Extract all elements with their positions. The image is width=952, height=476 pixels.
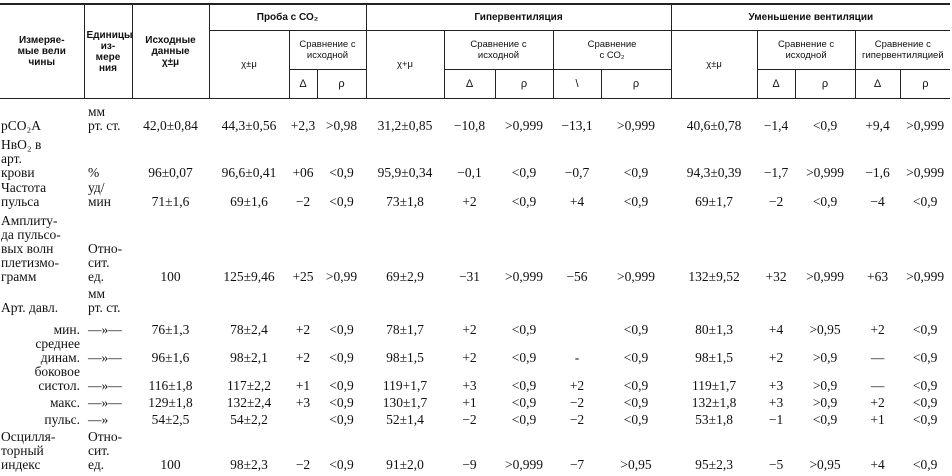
- row-unit: уд/ мин: [88, 180, 111, 209]
- table-cell: <0,9: [812, 412, 838, 427]
- table-cell: 132±1,8: [691, 395, 737, 410]
- row-unit: мм рт. ст.: [88, 286, 121, 315]
- table-cell: 54±2,5: [151, 412, 190, 427]
- table-cell: 98±1,5: [695, 350, 733, 365]
- table-cell: 119±1,7: [692, 378, 737, 393]
- table-cell: 132±9,52: [688, 269, 740, 284]
- table-cell: 116±1,8: [148, 378, 193, 393]
- table-cell: <0,9: [623, 194, 649, 209]
- header-hyper-mean: χ+μ: [366, 31, 444, 99]
- table-cell: +1: [870, 412, 885, 427]
- table-cell: −10,8: [453, 118, 486, 133]
- table-cell: <0,9: [623, 412, 649, 427]
- table-cell: <0,9: [912, 412, 938, 427]
- table-cell: 98±1,5: [386, 350, 424, 365]
- table-cell: 42,0±0,84: [143, 118, 198, 133]
- table-cell: 96,6±0,41: [221, 165, 277, 180]
- table-cell: >0,98: [325, 118, 358, 133]
- table-cell: [553, 315, 601, 337]
- table-cell: <0,9: [329, 457, 354, 472]
- table-cell: >0,999: [617, 269, 656, 284]
- table-cell: +3: [768, 378, 784, 393]
- table-cell: −13,1: [561, 118, 593, 133]
- table-row: [0, 284, 950, 315]
- row-label: pCO₂A: [1, 118, 41, 133]
- row-label: среднее динам.: [35, 337, 80, 365]
- table-cell: 100: [160, 457, 181, 472]
- table-cell: [132, 284, 209, 315]
- header-reduce-cmp-initial: Сравнение с исходной: [757, 31, 855, 70]
- table-cell: <0,9: [511, 395, 537, 410]
- table-cell: +3: [768, 395, 784, 410]
- table-cell: [317, 284, 366, 315]
- table-cell: <0,9: [329, 322, 354, 337]
- table-cell: [855, 284, 900, 315]
- table-cell: −31: [458, 269, 481, 284]
- header-delta: Δ: [855, 70, 900, 99]
- row-label: НвО₂ в арт. крови: [1, 137, 42, 180]
- table-cell: 78±2,4: [230, 322, 268, 337]
- table-cell: +63: [867, 269, 889, 284]
- table-cell: +06: [292, 165, 314, 180]
- table-cell: [757, 284, 795, 315]
- table-cell: 69±1,7: [695, 194, 733, 209]
- table-cell: >0,999: [505, 269, 543, 284]
- table-cell: [795, 284, 855, 315]
- table-cell: <0,9: [912, 378, 938, 393]
- table-row: [0, 180, 950, 209]
- table-cell: <0,9: [623, 395, 649, 410]
- row-unit: —»—: [88, 378, 122, 393]
- table-cell: <0,9: [511, 412, 537, 427]
- table-cell: +9,4: [865, 118, 890, 133]
- table-cell: 130±1,7: [382, 395, 428, 410]
- table-cell: −7: [569, 457, 585, 472]
- table-cell: +1: [462, 395, 477, 410]
- table-cell: <0,9: [623, 378, 649, 393]
- table-cell: −56: [566, 269, 588, 284]
- table-cell: 69±1,6: [230, 194, 268, 209]
- header-p: ρ: [900, 70, 950, 99]
- table-cell: [900, 284, 950, 315]
- table-cell: 95,9±0,34: [377, 165, 433, 180]
- table-cell: <0,9: [623, 322, 649, 337]
- table-cell: +2: [569, 378, 585, 393]
- table-cell: —: [870, 378, 885, 393]
- table-cell: +2: [870, 395, 885, 410]
- table-cell: <0,9: [511, 350, 537, 365]
- header-p: ρ: [317, 70, 366, 99]
- header-delta: \: [553, 70, 601, 99]
- table-cell: >0,999: [906, 118, 945, 133]
- header-group-hyperventilation: Гипервентиляция: [366, 4, 671, 31]
- table-cell: [289, 410, 317, 427]
- table-cell: [553, 284, 601, 315]
- table-cell: 53±1,8: [695, 412, 733, 427]
- row-label: Частота пульса: [1, 180, 47, 209]
- header-delta: Δ: [289, 70, 317, 99]
- data-table: [0, 3, 950, 472]
- table-cell: <0,9: [511, 322, 537, 337]
- table-cell: <0,9: [812, 194, 838, 209]
- table-cell: 76±1,3: [151, 322, 190, 337]
- row-unit: —»: [88, 412, 109, 427]
- header-units: Единицы из- мере ния: [84, 4, 132, 99]
- table-cell: >0,95: [809, 322, 841, 337]
- table-cell: -: [574, 350, 580, 365]
- table-cell: 94,3±0,39: [686, 165, 742, 180]
- table-cell: +4: [870, 457, 885, 472]
- table-cell: +2: [462, 194, 477, 209]
- table-cell: +2: [870, 322, 885, 337]
- table-cell: [601, 284, 671, 315]
- table-cell: >0,999: [906, 165, 945, 180]
- table-cell: −5: [768, 457, 784, 472]
- table-cell: 98±2,3: [230, 457, 268, 472]
- table-cell: <0,9: [329, 165, 354, 180]
- row-label: Амплиту- да пульсо- вых волн плетизмо- грамм: [1, 213, 61, 284]
- table-cell: 73±1,8: [386, 194, 424, 209]
- table-cell: <0,9: [329, 412, 354, 427]
- table-cell: +2: [462, 322, 477, 337]
- table-cell: 119+1,7: [382, 378, 428, 393]
- table-cell: 96±1,6: [151, 350, 190, 365]
- table-cell: −2: [569, 395, 585, 410]
- table-cell: 40,6±0,78: [686, 118, 742, 133]
- table-cell: >0,999: [505, 118, 543, 133]
- table-cell: −1,6: [865, 165, 890, 180]
- table-cell: 71±1,6: [151, 194, 190, 209]
- header-co2-cmp-initial: Сравнение с исходной: [289, 31, 366, 70]
- table-cell: −2: [462, 412, 477, 427]
- header-delta: Δ: [444, 70, 495, 99]
- table-cell: 96±0,07: [148, 165, 193, 180]
- row-label: мин.: [53, 322, 80, 337]
- table-cell: +3: [295, 395, 311, 410]
- table-cell: <0,9: [623, 165, 649, 180]
- header-hyper-cmp-initial: Сравнение с исходной: [444, 31, 553, 70]
- table-cell: −9: [462, 457, 477, 472]
- row-label: боковое систол.: [34, 365, 80, 393]
- table-cell: [444, 284, 495, 315]
- table-cell: 31,2±0,85: [377, 118, 433, 133]
- table-cell: >0,999: [617, 118, 656, 133]
- row-label: Осцилля- торный индекс: [1, 429, 56, 472]
- table-cell: 98±2,1: [230, 350, 268, 365]
- row-unit: Отно- сит. ед.: [88, 241, 123, 284]
- header-group-reduced-ventilation: Уменьшение вентиляции: [671, 4, 950, 31]
- table-cell: +2: [768, 350, 784, 365]
- table-cell: 132±2,4: [226, 395, 272, 410]
- table-cell: 80±1,3: [695, 322, 733, 337]
- row-unit: —»—: [88, 395, 122, 410]
- table-cell: <0,9: [812, 118, 838, 133]
- table-cell: <0,9: [511, 378, 537, 393]
- row-label: макс.: [49, 395, 80, 410]
- row-unit: %: [88, 165, 100, 180]
- table-cell: +1: [295, 378, 311, 393]
- table-row: [0, 209, 950, 284]
- row-unit: Отно- сит. ед.: [88, 429, 123, 472]
- table-cell: [289, 284, 317, 315]
- table-cell: −4: [870, 194, 885, 209]
- table-cell: +25: [292, 269, 314, 284]
- table-cell: −2: [569, 412, 585, 427]
- table-cell: 129±1,8: [148, 395, 193, 410]
- table-cell: −0,1: [457, 165, 482, 180]
- table-cell: −1,7: [763, 165, 789, 180]
- table-cell: +4: [768, 322, 784, 337]
- table-cell: [366, 284, 444, 315]
- table-cell: >0,9: [812, 395, 838, 410]
- table-cell: 78±1,7: [386, 322, 424, 337]
- row-unit: мм рт. ст.: [88, 105, 121, 133]
- table-cell: 95±2,3: [695, 457, 733, 472]
- table-cell: <0,9: [912, 350, 938, 365]
- table-cell: −2: [295, 457, 311, 472]
- header-p: ρ: [495, 70, 553, 99]
- table-row: [0, 427, 950, 472]
- header-p: ρ: [795, 70, 855, 99]
- table-cell: [671, 284, 757, 315]
- table-cell: 54±2,2: [230, 412, 268, 427]
- header-reduce-mean: χ±μ: [671, 31, 757, 99]
- table-row: [0, 393, 950, 410]
- table-cell: <0,9: [329, 350, 354, 365]
- table-row: [0, 133, 950, 180]
- table-cell: <0,9: [623, 350, 649, 365]
- table-cell: >0,999: [906, 269, 945, 284]
- header-p: ρ: [601, 70, 671, 99]
- row-label: пульс.: [44, 412, 80, 427]
- table-cell: <0,9: [329, 378, 354, 393]
- header-hyper-cmp-co2: Сравнение с СО₂: [553, 31, 671, 70]
- table-cell: 117±2,2: [226, 378, 272, 393]
- table-cell: +2,3: [290, 118, 316, 133]
- table-cell: −0,7: [564, 165, 590, 180]
- table-cell: >0,95: [620, 457, 652, 472]
- table-cell: >0,95: [809, 457, 841, 472]
- table-cell: >0,9: [812, 378, 838, 393]
- table-cell: <0,9: [912, 395, 938, 410]
- header-measured: Измеряе- мые вели чины: [0, 4, 84, 99]
- header-initial: Исходные данные χ±μ: [132, 4, 209, 99]
- table-cell: +3: [462, 378, 477, 393]
- table-cell: 52±1,4: [386, 412, 424, 427]
- table-cell: <0,9: [511, 165, 537, 180]
- table-cell: <0,9: [912, 322, 938, 337]
- table-cell: +2: [295, 350, 311, 365]
- table-row: [0, 337, 950, 365]
- table-cell: +2: [462, 350, 477, 365]
- table-cell: −2: [768, 194, 784, 209]
- table-cell: +4: [569, 194, 585, 209]
- table-row: [0, 315, 950, 337]
- table-cell: —: [870, 350, 885, 365]
- table-cell: [209, 284, 289, 315]
- table-row: [0, 365, 950, 393]
- header-co2-mean: χ±μ: [209, 31, 289, 99]
- row-unit: —»—: [88, 322, 122, 337]
- table-row: [0, 105, 950, 133]
- header-reduce-cmp-hyper: Сравнение с гипервентиляцией: [855, 31, 950, 70]
- table-body: [0, 105, 950, 472]
- header-delta: Δ: [757, 70, 795, 99]
- table-cell: 44,3±0,56: [221, 118, 277, 133]
- table-cell: −2: [295, 194, 311, 209]
- table-cell: >0,999: [505, 457, 543, 472]
- table-cell: <0,9: [511, 194, 537, 209]
- table-cell: <0,9: [912, 194, 938, 209]
- table-cell: −1,4: [763, 118, 789, 133]
- table-cell: +2: [295, 322, 311, 337]
- table-cell: <0,9: [329, 194, 354, 209]
- table-cell: <0,9: [912, 457, 938, 472]
- table-cell: 69±2,9: [386, 269, 424, 284]
- table-cell: +32: [765, 269, 787, 284]
- table-cell: 125±9,46: [223, 269, 275, 284]
- table-cell: >0,999: [806, 269, 845, 284]
- row-label: Арт. давл.: [1, 300, 59, 315]
- table-cell: >0,99: [325, 269, 358, 284]
- header-group-co2: Проба с СО₂: [209, 4, 366, 31]
- table-cell: <0,9: [329, 395, 354, 410]
- table-cell: >0,999: [806, 165, 845, 180]
- table-cell: [495, 284, 553, 315]
- table-cell: >0,9: [812, 350, 838, 365]
- table-cell: 91±2,0: [386, 457, 424, 472]
- table-cell: −1: [768, 412, 784, 427]
- row-unit: —»—: [88, 350, 122, 365]
- table-row: [0, 410, 950, 427]
- table-cell: 100: [160, 269, 181, 284]
